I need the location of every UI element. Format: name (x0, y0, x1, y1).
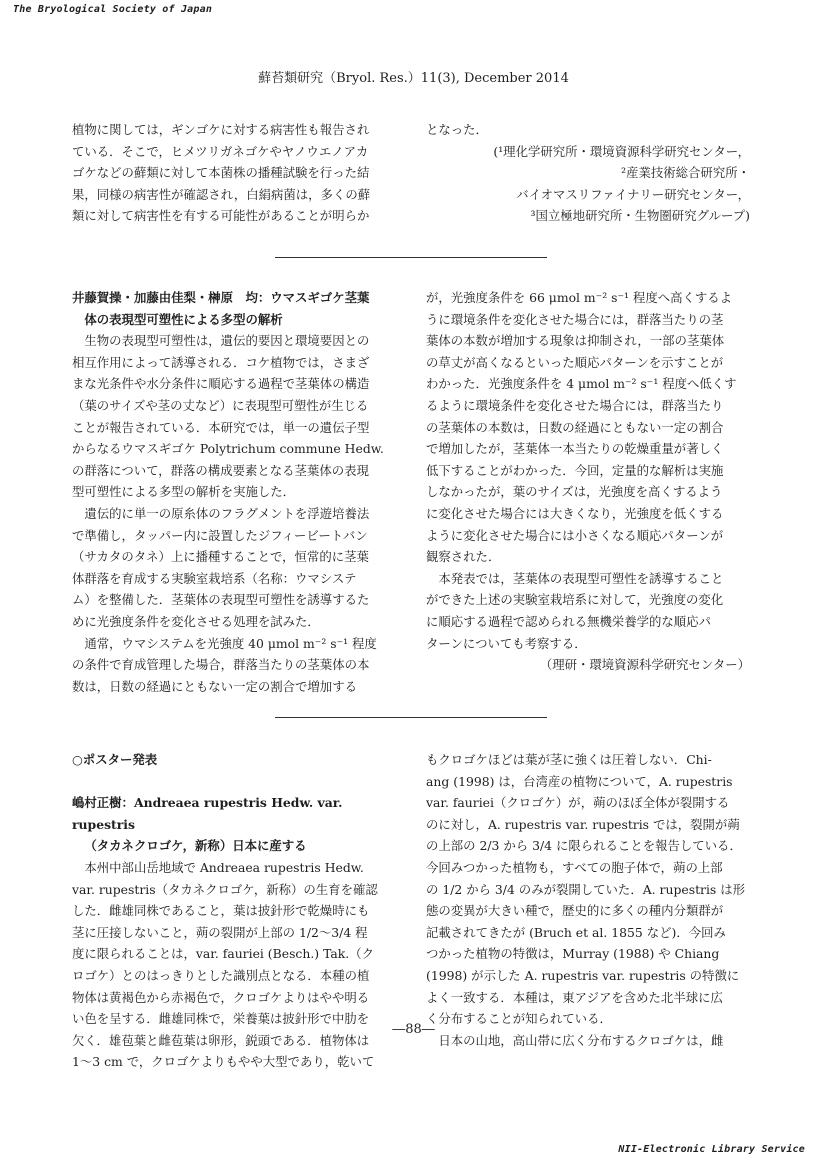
section2-left-body (72, 330, 402, 697)
text-line: 相互作用によって誘導される．コケ植物では，さまざ (72, 354, 370, 370)
text-line: （サカタのタネ）上に播種することで，恒常的に茎葉 (72, 549, 369, 565)
text-line: く分布することが知られている． (426, 1011, 612, 1027)
text-line: 型可塑性による多型の解析を実施した． (72, 484, 296, 500)
text-line: 茎に圧接しないこと，蒴の裂開が上部の 1/2〜3/4 程 (72, 924, 368, 940)
text-line: var. fauriei（クロゴケ）が，蒴のほぼ全体が裂開する (426, 795, 730, 811)
text-line: 本発表では，茎葉体の表現型可塑性を誘導すること (438, 570, 724, 586)
text-line: 葉体の本数が増加する現象は抑制され，一部の茎葉体 (426, 333, 725, 349)
text-line: の茎葉体の本数は，日数の経過にともない一定の割合 (426, 419, 724, 435)
text-line: 本州中部山岳地域で Andreaea rupestris Hedw. (84, 859, 364, 875)
section1-left-column (72, 119, 402, 227)
text-line: うに環境条件を変化させた場合には，群落当たりの茎 (426, 311, 724, 327)
text-line: ターンについても考察する． (426, 635, 587, 651)
text-line: の群落について，群落の構成要素となる茎葉体の表現 (72, 462, 369, 478)
text-line: 今回みつかった植物も，すべての胞子体で，蒴の上部 (426, 859, 723, 875)
text-line: で準備し，タッパー内に設置したジフィービートバン (72, 527, 368, 543)
text-line: よく一致する．本種は，東アジアを含めた北半球に広 (426, 989, 723, 1005)
section2-title-line1: 井藤賀操・加藤由佳梨・榊原 均：ウマスギゴケ茎葉 (72, 290, 370, 305)
section3-right-column (426, 749, 750, 1051)
text-line: バイオマスリファイナリー研究センター， (516, 186, 750, 202)
text-line: (1998) が示した A. rupestris var. rupestris の特徴に (426, 967, 740, 983)
text-line: つかった植物の特徴は，Murray (1988) や Chiang (426, 946, 720, 962)
text-line: した．雌雄同株であること，葉は披針形で乾燥時にも (72, 903, 370, 919)
text-line: 物体は黄褐色から赤褐色で，クロゴケよりはやや明る (72, 989, 370, 1005)
text-line: 数は，日数の経過にともない一定の割合で増加する (72, 678, 357, 694)
text-line: ²産業技術総合研究所・ (621, 165, 750, 181)
text-line: 遺伝的に単一の原糸体のフラグメントを浮遊培養法 (84, 505, 370, 521)
text-line: ロゴケ）とのはっきりとした識別点となる．本種の植 (72, 967, 370, 983)
text-line: の草丈が高くなるといった順応パターンを示すことが (426, 354, 724, 370)
text-line: 低下することがわかった．今回，定量的な解析は実施 (426, 462, 724, 478)
text-line: ている．そこで，ヒメツリガネゴケやヤノウエノアカ (72, 143, 369, 159)
text-line: （葉のサイズや茎の丈など）に表現型可塑性が生じる (72, 397, 369, 413)
section2-title-line2: 体の表現型可塑性による多型の解析 (84, 311, 283, 327)
text-line: ことが報告されている．本研究では，単一の遺伝子型 (72, 419, 370, 435)
text-line: い色を呈する．雌雄同株で，栄養葉は披針形で中肋を (72, 1011, 370, 1027)
text-line: 体群落を育成する実験室栽培系（名称：ウマシステ (72, 570, 357, 586)
page-number: ―88― (392, 1022, 435, 1037)
text-line: 態の変異が大きい種で，歴史的に多くの種内分類群が (426, 903, 724, 919)
text-line: 生物の表現型可塑性は，遺伝的要因と環境要因との (84, 333, 370, 349)
running-head: 蘚苔類研究（Bryol. Res.）11(3), December 2014 (258, 71, 569, 86)
nii-footer: NII-Electronic Library Service (618, 1144, 805, 1155)
section3-title-line1: 嶋村正樹：Andreaea rupestris Hedw. var. rupestris (72, 795, 343, 832)
section2-affiliation: （理研・環境資源科学研究センター） (539, 657, 750, 673)
text-line: からなるウマスギゴケ Polytrichum commune Hedw. (72, 441, 384, 457)
text-line: めに光強度条件を変化させる処理を試みた． (72, 613, 320, 629)
text-line: var. rupestris（タカネクロゴケ，新称）の生育を確認 (72, 881, 378, 897)
text-line: 日本の山地，高山帯に広く分布するクロゴケは，雌 (438, 1032, 724, 1048)
section1-affiliations (426, 141, 750, 227)
section2-right-body (426, 287, 750, 654)
society-header: The Bryological Society of Japan (13, 4, 213, 15)
text-line: 欠く．雄苞葉と雌苞葉は卵形，鋭頭である．植物体は (72, 1032, 370, 1048)
text-line: ゴケなどの蘚類に対して本菌株の播種試験を行った結 (72, 165, 370, 181)
section2-right-column (426, 287, 750, 676)
text-line: もクロゴケほどは葉が茎に強くは圧着しない．Chi- (426, 752, 712, 767)
text-line: 記載されてきたが (Bruch et al. 1855 など)．今回み (426, 924, 726, 940)
text-line: 果，同様の病害性が確認され，白絹病菌は，多くの蘚 (72, 186, 371, 202)
text-line: のに対し，A. rupestris var. rupestris では，裂開が蒴 (426, 816, 740, 832)
text-line: ム）を整備した．茎葉体の表現型可塑性を誘導するた (72, 592, 370, 608)
text-line: 類に対して病害性を有する可能性があることが明らか (72, 208, 370, 224)
text-line: (¹理化学研究所・環境資源科学研究センター， (493, 143, 750, 159)
text-line: の上部の 2/3 から 3/4 に限られることを報告している． (426, 838, 742, 854)
section3-title-line2: （タカネクロゴケ，新称）日本に産する (84, 838, 307, 854)
text-line: 植物に関しては，ギンゴケに対する病害性も報告され (72, 122, 370, 137)
text-line: わかった．光強度条件を 4 μmol m⁻² s⁻¹ 程度へ低くす (426, 376, 737, 392)
text-line: しなかったが，葉のサイズは，光強度を高くするよう (426, 484, 723, 500)
section1-right-column (426, 119, 750, 227)
text-line: に順応する過程で認められる無機栄養学的な順応パ (426, 613, 711, 629)
text-line: で増加したが，茎葉体一本当たりの乾燥重量が著しく (426, 441, 724, 457)
text-line: ができた上述の実験室栽培系に対して，光強度の変化 (426, 592, 724, 608)
text-line: が，光強度条件を 66 μmol m⁻² s⁻¹ 程度へ高くするよ (426, 290, 733, 305)
divider-1 (275, 257, 547, 258)
section3-left-body (72, 857, 402, 1073)
section1-right-start: となった． (426, 122, 488, 137)
text-line: ang (1998) は，台湾産の植物について，A. rupestris (426, 773, 733, 789)
text-line: 観察された． (426, 549, 501, 565)
text-line: るように環境条件を変化させた場合には，群落当たり (426, 397, 724, 413)
text-line: 通常，ウマシステムを光強度 40 μmol m⁻² s⁻¹ 程度 (84, 635, 377, 651)
text-line: 1〜3 cm で，クロゴケよりもやや大型であり，乾いて (72, 1054, 375, 1070)
divider-2 (275, 717, 547, 718)
text-line: ³国立極地研究所・生物圏研究グループ) (530, 208, 750, 224)
text-line: 度に限られることは，var. fauriei (Besch.) Tak.（ク (72, 946, 374, 962)
section2-left-column (72, 287, 402, 697)
text-line: ように変化させた場合には小さくなる順応パターンが (426, 527, 724, 543)
text-line: まな光条件や水分条件に順応する過程で茎葉体の構造 (72, 376, 370, 392)
poster-heading: ○ポスター発表 (72, 752, 158, 767)
text-line: に変化させた場合には大きくなり，光強度を低くする (426, 505, 724, 521)
text-line: の 1/2 から 3/4 のみが裂開していた．A. rupestris は形 (426, 881, 746, 897)
text-line: の条件で育成管理した場合，群落当たりの茎葉体の本 (72, 657, 370, 673)
section3-right-body (426, 749, 750, 1051)
